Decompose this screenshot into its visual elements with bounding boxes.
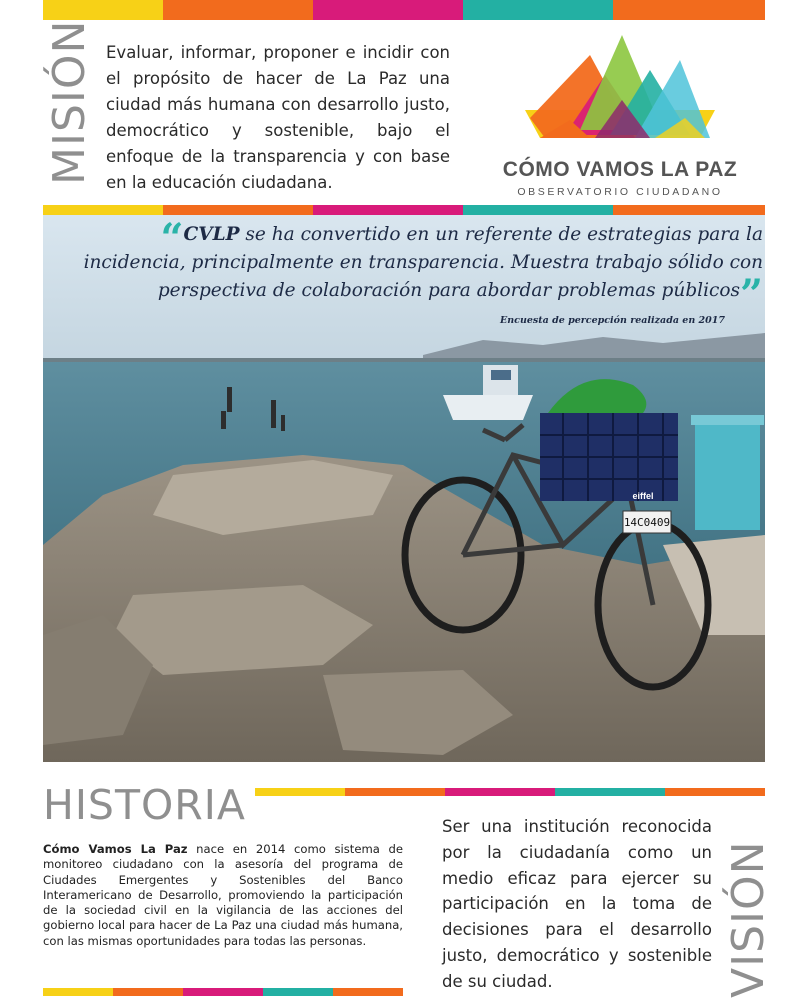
close-quote-icon: ” — [739, 271, 763, 318]
testimonial-quote — [63, 215, 763, 318]
historia-heading: HISTORIA — [43, 781, 246, 829]
logo-title: CÓMO VAMOS LA PAZ — [502, 158, 738, 181]
top-color-stripe — [43, 0, 765, 20]
historia-color-stripe — [255, 788, 765, 796]
vision-heading: VISIÓN — [723, 840, 774, 998]
basket-label-text: eiffel — [632, 491, 654, 501]
license-plate-text: 14C0409 — [623, 516, 671, 529]
historia-lead: Cómo Vamos La Paz — [43, 842, 188, 856]
logo-subtitle: OBSERVATORIO CIUDADANO — [517, 186, 723, 198]
mision-paragraph: Evaluar, informar, proponer e incidir con el propósito de hacer de La Paz una ciudad más humana con desarrollo justo, democrático y sostenible, bajo el enfoque de la transparencia y con base en la educación ciudadana. — [106, 43, 450, 192]
quote-lead: CVLP — [183, 224, 240, 245]
quote-source: Encuesta de percepción realizada en 2017 — [500, 315, 725, 326]
mision-heading: MISIÓN — [44, 19, 95, 185]
vision-paragraph: Ser una institución reconocida por la ciudadanía como un medio eficaz para ejercer su participación en la toma de decisiones para el desarrollo justo, democrático y sostenible de su ciudad. — [442, 817, 712, 991]
historia-body: nace en 2014 como sistema de monitoreo ciudadano con la asesoría del programa de Ciudades Emergentes y Sostenibles del Banco Interamericano de Desarrollo, promoviendo la participación de la sociedad civil en la vigilancia de las acciones del gobierno local para hacer de La Paz una ciudad más humana, con las mismas oportunidades para todas las personas. — [43, 842, 403, 948]
historia-paragraph — [43, 842, 403, 949]
bicycle-pier-photo — [43, 215, 765, 762]
quote-text: se ha convertido en un referente de estrategias para la incidencia, principalmente en transparencia. Muestra trabajo sólido con perspectiva de colaboración para abordar problemas públicos — [83, 224, 763, 301]
middle-color-stripe — [43, 205, 765, 215]
open-quote-icon: “ — [160, 215, 184, 262]
logo — [500, 30, 740, 205]
logo-mountains-icon — [510, 30, 730, 150]
bottom-color-stripe — [43, 988, 403, 996]
